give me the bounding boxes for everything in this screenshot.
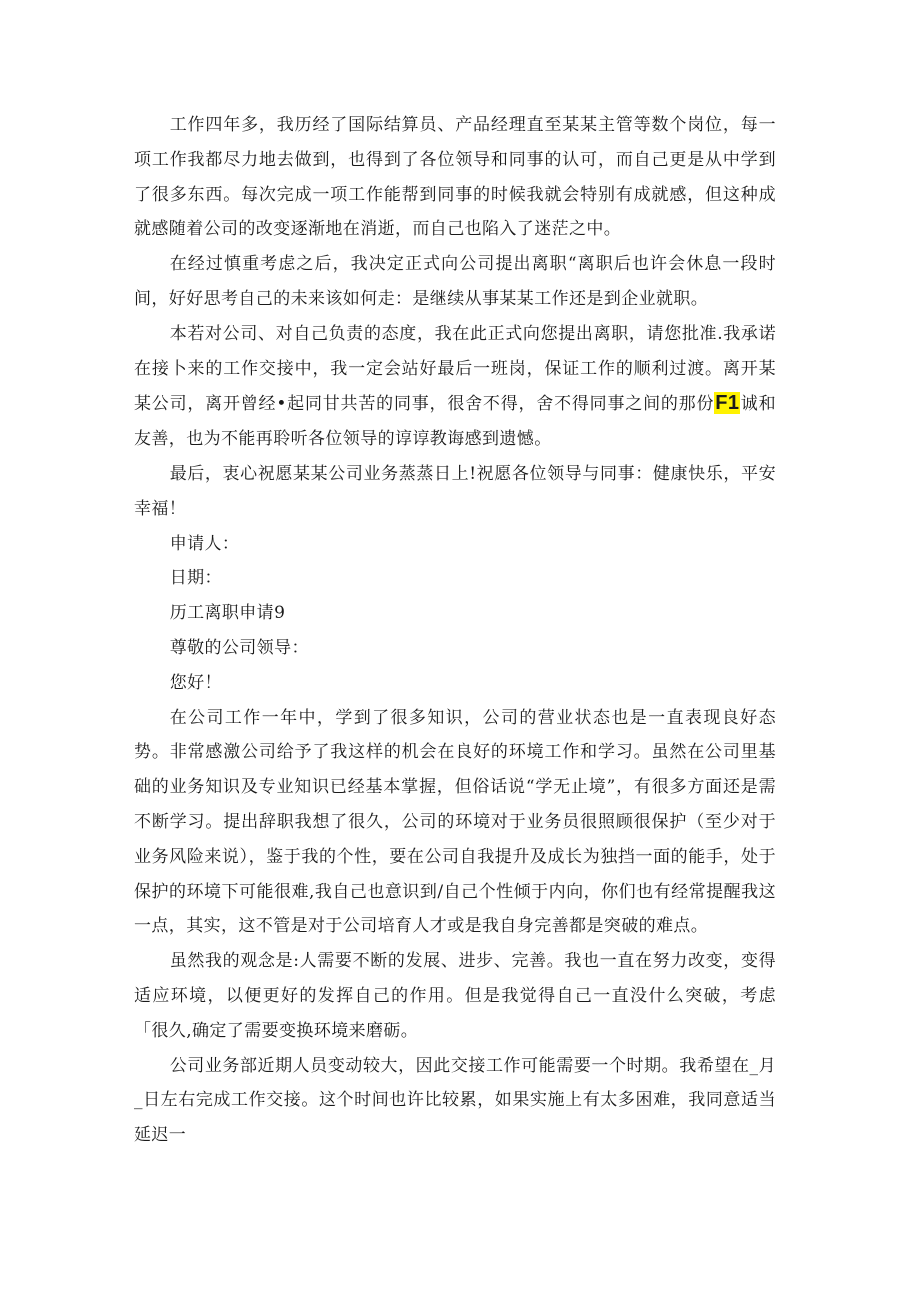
- paragraph-resignation-decision: 在经过慎重考虑之后，我决定正式向公司提出离职“离职后也许会休息一段时间，好好思考自己的未来该如何走：是继续从事某某工作还是到企业就职。: [134, 254, 776, 309]
- greeting: 您好！: [169, 672, 222, 693]
- paragraph-closing-wishes: 最后，衷心祝愿某某公司业务蒸蒸日上!祝愿各位领导与同事：健康快乐，平安幸福！: [134, 463, 776, 519]
- highlighted-text: F1: [715, 392, 740, 415]
- paragraph-request-approval: [134, 317, 776, 457]
- salutation: 尊敬的公司领导：: [169, 637, 309, 658]
- paragraph-request-approval-before: 本若对公司、对自己负责的态度，我在此正式向您提出离职，请您批准.我承诺在接卜来的工作交接中，我一定会站好最后一班岗，保证工作的顺利过渡。离开某某公司，离开曾经•起同甘共苦的同事，很舍不得，舍不得同事之间的那份: [134, 323, 776, 415]
- section-heading: 历工离职申请9: [169, 603, 286, 624]
- paragraph-handover-timing: 公司业务部近期人员变动较大，因此交接工作可能需要一个时期。我希望在_月_日左右完成工作交接。这个时间也许比较累，如果实施上有太多困难，我同意适当延迟一: [134, 1055, 776, 1146]
- applicant-label: 申请人：: [169, 533, 240, 554]
- paragraph-work-history: 工作四年多，我历经了国际结算员、产品经理直至某某主管等数个岗位，每一项工作我都尽力地去做到，也得到了各位领导和同事的认可，而自己更是从中学到了很多东西。每次完成一项工作能帮到同事的时候我就会特别有成就感，但这种成就感随着公司的改变逐渐地在消逝，而自己也陷入了迷茫之中。: [134, 115, 776, 240]
- date-label: 日期：: [169, 568, 222, 589]
- paragraph-one-year-experience: 在公司工作一年中，学到了很多知识，公司的营业状态也是一直表现良好态势。非常感激公司给予了我这样的机会在良好的环境工作和学习。虽然在公司里基础的业务知识及专业知识已经基本掌握，但俗话说“学无止境”，有很多方面还是需不断学习。提出辞职我想了很久，公司的环境对于业务员很照顾很保护（至少对于业务风险来说），鉴于我的个性，要在公司自我提升及成长为独挡一面的能手，处于保护的环境下可能很难,我自己也意识到/自己个性倾于内向，你们也有经常提醒我这一点，其实，这不管是对于公司培育人才或是我自身完善都是突破的难点。: [134, 707, 776, 937]
- paragraph-request-approval-after: 诚和友善，也为不能再聆听各位领导的谆谆教诲感到遗憾。: [134, 394, 776, 450]
- document-body: [134, 108, 776, 1153]
- paragraph-change-environment: 虽然我的观念是:人需要不断的发展、进步、完善。我也一直在努力改变，变得适应环境，以便更好的发挥自己的作用。但是我觉得自己一直没什么突破，考虑「很久,确定了需要变换环境来磨砺。: [134, 951, 776, 1041]
